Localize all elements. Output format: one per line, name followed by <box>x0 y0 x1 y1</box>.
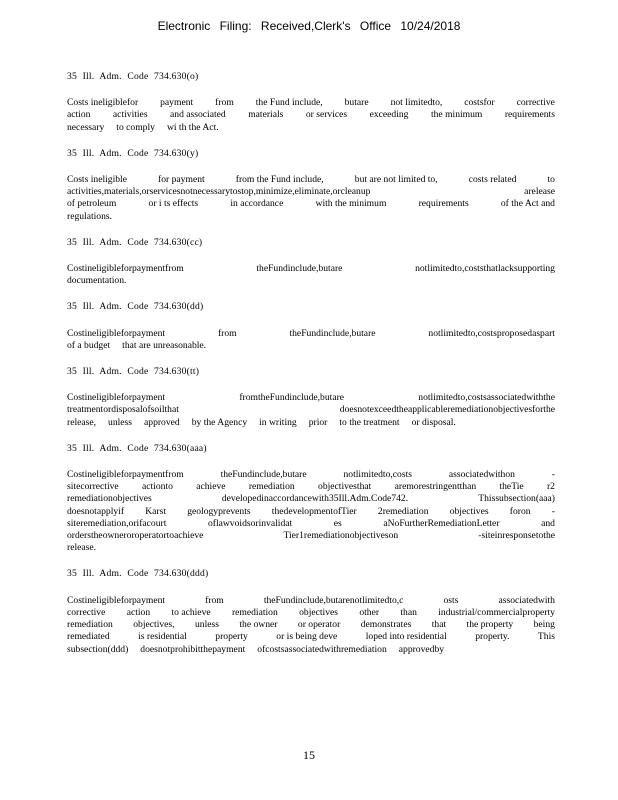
line-segment: Tier1remediationobjectiveson <box>283 530 399 542</box>
line-segment: from <box>215 97 234 109</box>
line-segment: property <box>215 631 248 643</box>
line-segment: demonstrates <box>360 619 412 631</box>
paragraph-line <box>67 109 555 121</box>
line-segment: Karst <box>145 505 166 517</box>
line-segment: to achieve <box>171 606 211 618</box>
line-segment: materials <box>248 109 284 121</box>
filing-header: Electronic Filing: Received,Clerk's Office 10/24/2018 <box>157 19 461 33</box>
paragraph-line <box>67 542 555 554</box>
line-segment: of a budget <box>67 339 111 351</box>
line-segment: release, <box>67 416 97 428</box>
line-segment: ofcostsassociatedwithremediation <box>257 643 387 655</box>
line-segment: from <box>217 327 237 339</box>
line-segment: - <box>551 505 555 517</box>
line-segment: geologyprevents <box>187 505 251 517</box>
line-segment: remediated <box>67 631 110 643</box>
line-segment: and associated <box>170 109 226 121</box>
paragraph-line <box>67 174 555 186</box>
line-segment: action <box>126 606 151 618</box>
line-segment: Costineligibleforpaymentfrom <box>67 469 184 481</box>
line-segment: osts <box>443 594 459 606</box>
line-segment: Costineligibleforpayment <box>67 392 166 404</box>
paragraph-line <box>67 619 555 631</box>
line-segment: foron <box>509 505 531 517</box>
line-segment: approved <box>144 416 180 428</box>
line-segment: the Fund include, <box>255 97 323 109</box>
line-segment: action <box>67 109 91 121</box>
line-segment: costs related <box>468 174 517 186</box>
line-segment: notlimitedto,costs <box>343 469 412 481</box>
paragraph-line <box>67 595 555 607</box>
paragraph-line <box>67 122 555 134</box>
line-segment: aremorestringentthan <box>394 481 477 493</box>
line-segment: 2remediation <box>377 505 429 517</box>
section-paragraph <box>67 469 555 554</box>
line-segment: payment <box>160 97 194 109</box>
line-segment: remediation <box>248 481 295 493</box>
line-segment: or i ts effects <box>148 198 199 210</box>
line-segment: remediation <box>67 619 113 631</box>
line-segment: aNoFurtherRemediationLetter <box>383 517 500 529</box>
line-segment: or is being deve <box>276 631 338 643</box>
line-segment: associatedwithon <box>448 469 515 481</box>
paragraph-line <box>67 198 555 210</box>
line-segment: Costineligibleforpayment <box>67 327 166 339</box>
paragraph-line <box>67 340 555 352</box>
line-segment: than <box>400 606 417 618</box>
line-segment: unless <box>194 619 219 631</box>
line-segment: regulations. <box>67 210 113 222</box>
line-segment: objectives, <box>133 619 175 631</box>
section-paragraph <box>67 595 555 656</box>
line-segment: arelease <box>524 186 555 198</box>
line-segment: or disposal. <box>411 416 456 428</box>
paragraph-line <box>67 263 555 275</box>
line-segment: r2 <box>546 481 555 493</box>
line-segment: by the Agency <box>191 416 248 428</box>
line-segment: treatmentordisposalofsoilthat <box>67 404 179 416</box>
paragraph-line <box>67 518 555 530</box>
line-segment: es <box>333 517 342 529</box>
line-segment: being <box>533 619 555 631</box>
line-segment: but are not limited to, <box>354 174 438 186</box>
line-segment: from the Fund include, <box>235 174 324 186</box>
line-segment: Costs ineligiblefor <box>67 97 139 109</box>
paragraph-line <box>67 417 555 429</box>
line-segment: objectives <box>449 505 489 517</box>
line-segment: or operator <box>297 619 341 631</box>
line-segment: sitecorrective <box>67 481 119 493</box>
line-segment: achieve <box>196 481 226 493</box>
paragraph-line <box>67 607 555 619</box>
paragraph-line <box>67 186 555 198</box>
line-segment: developedinaccordancewith35Ill.Adm.Code742. <box>221 493 409 505</box>
line-segment: is residential <box>138 631 187 643</box>
line-segment: property. <box>475 631 510 643</box>
line-segment: remediationobjectives <box>67 493 152 505</box>
section-paragraph <box>67 328 555 352</box>
line-segment: theFundinclude,butarenotlimitedto,c <box>263 594 404 606</box>
line-segment: oflawvoidsorinvalidat <box>207 517 293 529</box>
line-segment: the owner <box>239 619 278 631</box>
line-segment: orderstheowneroroperatortoachieve <box>67 530 204 542</box>
line-segment: exceeding <box>369 109 409 121</box>
paragraph-line <box>67 211 555 223</box>
line-segment: thedevelopmentofTier <box>271 505 357 517</box>
line-segment: to comply <box>116 121 155 133</box>
paragraph-line <box>67 404 555 416</box>
line-segment: Costs ineligible <box>67 174 127 186</box>
line-segment: Thissubsection(aaa) <box>478 493 555 505</box>
line-segment: -siteinresponsetothe <box>478 530 555 542</box>
line-segment: activities,materials,orservicesnotnecessarytostop,minimize,eliminate,orcleanup <box>67 186 371 198</box>
paragraph-line <box>67 481 555 493</box>
paragraph-line <box>67 469 555 481</box>
paragraph-line <box>67 275 555 287</box>
line-segment: or services <box>305 109 348 121</box>
section-citation: 35 Ill. Adm. Code 734.630(dd) <box>67 301 204 313</box>
line-segment: - <box>551 469 555 481</box>
line-segment: subsection(ddd) <box>67 643 129 655</box>
paragraph-line <box>67 631 555 643</box>
line-segment: corrective <box>67 606 106 618</box>
paragraph-line <box>67 493 555 505</box>
line-segment: release. <box>67 542 97 554</box>
line-segment: for payment <box>158 174 205 186</box>
section-citation: 35 Ill. Adm. Code 734.630(tt) <box>67 366 200 378</box>
line-segment: the minimum <box>430 109 483 121</box>
line-segment: butare <box>344 97 369 109</box>
paragraph-line <box>67 644 555 656</box>
line-segment: notlimitedto,costsassociatedwiththe <box>418 392 555 404</box>
line-segment: objectivesthat <box>318 481 372 493</box>
section-paragraph <box>67 97 555 134</box>
section-paragraph <box>67 263 555 287</box>
line-segment: and <box>541 517 555 529</box>
section-citation: 35 Ill. Adm. Code 734.630(aaa) <box>67 442 207 454</box>
line-segment: theTie <box>499 481 524 493</box>
line-segment: notlimitedto,costsproposedaspart <box>428 327 555 339</box>
line-segment: of petroleum <box>67 198 117 210</box>
line-segment: to the treatment <box>339 416 400 428</box>
line-segment: documentation. <box>67 275 127 287</box>
line-segment: objectives <box>299 606 339 618</box>
line-segment: notlimitedto,coststhatlacksupporting <box>415 263 555 275</box>
line-segment: siteremediation,orifacourt <box>67 517 167 529</box>
line-segment: loped into residential <box>365 631 447 643</box>
paragraph-line <box>67 392 555 404</box>
line-segment: not limitedto, <box>390 97 443 109</box>
line-segment: industrial/commercialproperty <box>438 606 555 618</box>
line-segment: in writing <box>259 416 297 428</box>
document-body <box>67 71 555 670</box>
line-segment: in accordance <box>230 198 284 210</box>
section-citation: 35 Ill. Adm. Code 734.630(cc) <box>67 236 203 248</box>
line-segment: of the Act and <box>500 198 555 210</box>
line-segment: to <box>547 174 555 186</box>
line-segment: theFundinclude,butare <box>220 469 307 481</box>
section-paragraph <box>67 392 555 429</box>
section-citation: 35 Ill. Adm. Code 734.630(o) <box>67 71 199 82</box>
paragraph-line <box>67 530 555 542</box>
line-segment: activities <box>112 109 148 121</box>
line-segment: Costineligibleforpaymentfrom <box>67 263 184 275</box>
paragraph-line <box>67 97 555 109</box>
line-segment: approvedby <box>398 643 445 655</box>
section-paragraph <box>67 174 555 223</box>
line-segment: Costineligibleforpayment <box>67 594 166 606</box>
section-citation: 35 Ill. Adm. Code 734.630(ddd) <box>67 568 209 580</box>
line-segment: theFundinclude,butare <box>289 327 376 339</box>
line-segment: theFundinclude,butare <box>256 263 343 275</box>
line-segment: corrective <box>516 97 555 109</box>
paragraph-line <box>67 506 555 518</box>
line-segment: requirements <box>418 198 469 210</box>
line-segment: doesnotapplyif <box>67 505 125 517</box>
line-segment: other <box>359 606 380 618</box>
section-citation: 35 Ill. Adm. Code 734.630(y) <box>67 147 199 159</box>
paragraph-line <box>67 328 555 340</box>
line-segment: prior <box>308 416 328 428</box>
line-segment: associatedwith <box>498 594 555 606</box>
line-segment: from <box>205 594 224 606</box>
line-segment: that <box>431 619 447 631</box>
line-segment: necessary <box>67 121 105 133</box>
line-segment: requirements <box>504 109 555 121</box>
line-segment: remediation <box>231 606 278 618</box>
line-segment: the property <box>466 619 514 631</box>
line-segment: wi th the Act. <box>166 121 219 133</box>
line-segment: actionto <box>142 481 173 493</box>
line-segment: that are unreasonable. <box>122 339 207 351</box>
line-segment: fromtheFundinclude,butare <box>239 392 345 404</box>
line-segment: doesnotprohibitthepayment <box>140 643 246 655</box>
line-segment: This <box>537 631 555 643</box>
line-segment: doesnotexceedtheapplicableremediationobjectivesforthe <box>339 404 555 416</box>
line-segment: with the minimum <box>315 198 387 210</box>
line-segment: costsfor <box>464 97 495 109</box>
page-number: 15 <box>303 748 315 762</box>
line-segment: unless <box>108 416 133 428</box>
